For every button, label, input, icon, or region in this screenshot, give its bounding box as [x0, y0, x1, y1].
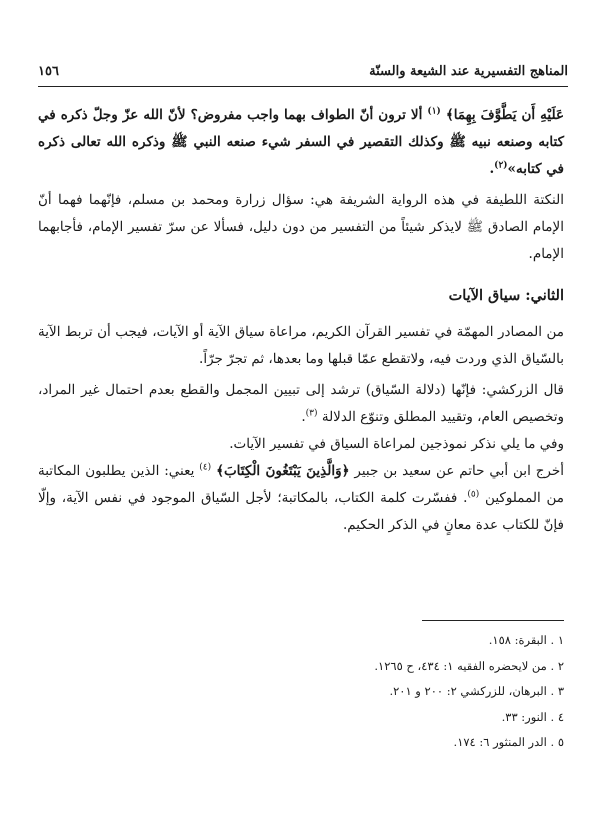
- footnote-1: ١ . البقرة: ١٥٨.: [488, 633, 564, 647]
- paragraph-text: قال الزركشي: فإنّها (دلالة السّياق) ترشد إلى تبيين المجمل والقطع بعدم احتمال غير المراد، وتخصيص العام، وتقييد المطلق وتنوّع الدلالة: [38, 382, 564, 425]
- paragraph-end: .: [301, 409, 306, 425]
- footnote-3: ٣ . البرهان، للزركشي ٢: ٢٠٠ و ٢٠١.: [389, 684, 564, 698]
- footnote-4: ٤ . النور: ٣٣.: [501, 709, 564, 724]
- footnote-2: ٢ . من لايحضره الفقيه ١: ٤٣٤، ح ١٢٦٥.: [374, 658, 564, 673]
- header-rule: [38, 86, 568, 87]
- paragraph-examples-intro: وفي ما يلي نذكر نموذجين لمراعاة السياق في تفسير الآيات.: [229, 436, 564, 452]
- main-text: [38, 102, 564, 539]
- paragraph-text: ألا ترون أنّ الطواف بهما واجب مفروض؟ لأنّ الله عزّ وجلّ ذكره في كتابه وصنعه نبيه ﷺ وكذلك التقصير في السفر شيء صنعه النبي ﷺ وذكره الله تعالى ذكره في كتابه»: [38, 107, 564, 177]
- paragraph-text: أخرج ابن أبي حاتم عن سعيد بن جبير: [349, 463, 564, 479]
- footnote-ref-2: (٢): [494, 160, 508, 171]
- section-heading: الثاني: سياق الآيات: [448, 287, 564, 304]
- footnote-rule: [422, 620, 564, 621]
- paragraph-zarkashi: [38, 377, 564, 431]
- page-number: ١٥٦: [38, 63, 59, 79]
- quran-verse: ﴿وَالَّذِينَ يَبْتَغُونَ الْكِتَابَ﴾: [216, 463, 350, 479]
- running-title: المناهج التفسيرية عند الشيعة والسنّة: [369, 63, 568, 79]
- paragraph-example: [38, 458, 564, 539]
- footnote-ref-3: (٣): [305, 408, 318, 419]
- paragraph-text: . ففسّرت كلمة الكتاب، بالمكاتبة؛ لأجل السّياق الموجود في نفس الآية، وإلّا فإنّ للكتاب عدة معانٍ في الذكر الحكيم.: [38, 490, 564, 533]
- paragraph-context: من المصادر المهمّة في تفسير القرآن الكريم، مراعاة سياق الآية أو الآيات، فيجب أن تربط الآية بالسّياق الذي وردت فيه، ولاتقطع عمّا قبلها وما بعدها، ثم تجرّ جرّاً.: [38, 324, 564, 367]
- page-header: [38, 58, 568, 84]
- footnotes: [38, 628, 564, 756]
- paragraph-text: يعني: الذين يطلبون المكاتبة من المملوكين: [38, 463, 565, 506]
- footnote-ref-4: (٤): [199, 462, 212, 473]
- quran-fragment: عَلَيْهِ أَن يَطَّوَّفَ بِهِمَا﴾: [445, 107, 564, 123]
- footnote-ref-5: (٥): [467, 489, 480, 500]
- paragraph-commentary: النكتة اللطيفة في هذه الرواية الشريفة هي: سؤال زرارة ومحمد بن مسلم، فإنّهما فهما أنّ الإمام الصادق ﷺ لايذكر شيئاً من التفسير من دون دليل، فسألا عن سرّ تفسير الإمام، فأجابهما الإمام.: [38, 192, 564, 262]
- footnote-ref-1: (١): [427, 106, 441, 117]
- paragraph-end: .: [489, 161, 495, 177]
- paragraph-quote-continuation: [38, 102, 564, 183]
- footnote-5: ٥ . الدر المنثور ٦: ١٧٤.: [453, 735, 564, 749]
